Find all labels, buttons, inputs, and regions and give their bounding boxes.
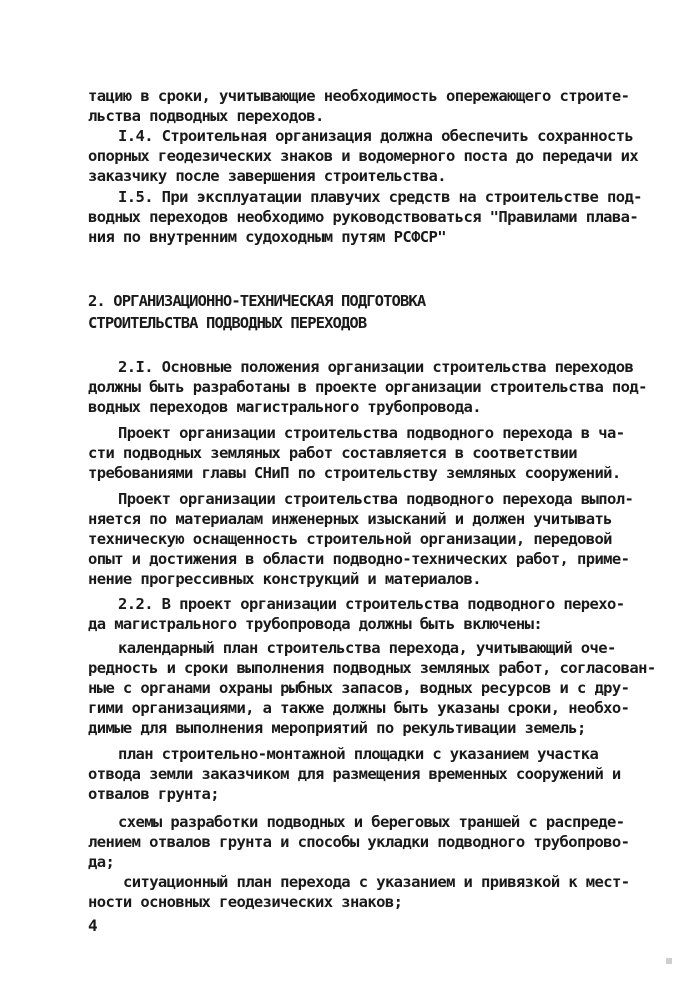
text-line: димые для выполнения мероприятий по рекультивации земель; <box>88 719 586 737</box>
text-line: редность и сроки выполнения подводных земляных работ, согласован- <box>88 659 656 677</box>
text-line: отвода земли заказчиком для размещения временных сооружений и <box>88 765 621 783</box>
text-line: Проект организации строительства подводного перехода в ча- <box>118 424 625 442</box>
text-line: водных переходов магистрального трубопровода. <box>88 398 481 416</box>
text-line: 2.2. В проект организации строительства подводного перехо- <box>118 595 625 613</box>
text-line: схемы разработки подводных и береговых траншей с распреде- <box>118 813 625 831</box>
text-line: опыт и достижения в области подводно-технических работ, приме- <box>88 550 630 568</box>
text-line: должны быть разработаны в проекте организации строительства под- <box>88 378 647 396</box>
text-line: техническую оснащенность строительной организации, передовой <box>88 530 612 548</box>
text-line: ния по внутренним судоходным путям РСФСР" <box>88 228 447 246</box>
text-line: 2.I. Основные положения организации строительства переходов <box>118 358 634 376</box>
scan-edge-mark <box>666 958 672 964</box>
text-line: водных переходов необходимо руководствоваться "Правилами плава- <box>88 208 639 226</box>
text-line: няется по материалам инженерных изысканий и должен учитывать <box>88 510 612 528</box>
text-line: сти подводных земляных работ составляется в соответствии <box>88 444 577 462</box>
page-number: 4 <box>88 916 98 935</box>
text-line: опорных геодезических знаков и водомерного поста до передачи их <box>88 147 639 165</box>
text-line: лением отвалов грунта и способы укладки подводного трубопрово- <box>88 833 630 851</box>
text-line: ситуационный план перехода с указанием и привязкой к мест- <box>123 873 630 891</box>
text-line: да; <box>88 853 115 871</box>
text-line: нение прогрессивных конструкций и материалов. <box>88 570 481 588</box>
heading-line: 2. ОРГАНИЗАЦИОННО-ТЕХНИЧЕСКАЯ ПОДГОТОВКА <box>88 292 426 310</box>
text-line: гими организациями, а также должны быть указаны сроки, необхо- <box>88 699 630 717</box>
text-line: календарный план строительства перехода, учитывающий оче- <box>118 639 616 657</box>
text-line: требованиями главы СНиП по строительству земляных сооружений. <box>88 464 621 482</box>
text-line: заказчику после завершения строительства. <box>88 167 447 185</box>
text-line: да магистрального трубопровода должны быть включены: <box>88 615 543 633</box>
text-line: ные с органами охраны рыбных запасов, водных ресурсов и с дру- <box>88 679 630 697</box>
text-line: I.5. При эксплуатации плавучих средств на строительстве под- <box>118 188 642 206</box>
text-line: тацию в сроки, учитывающие необходимость опережающего строите- <box>88 87 630 105</box>
text-line: отвалов грунта; <box>88 785 219 803</box>
text-line: I.4. Строительная организация должна обеспечить сохранность <box>118 127 634 145</box>
text-line: ности основных геодезических знаков; <box>88 893 403 911</box>
heading-line: СТРОИТЕЛЬСТВА ПОДВОДНЫХ ПЕРЕХОДОВ <box>88 314 367 332</box>
text-line: льства подводных переходов. <box>88 107 324 125</box>
text-line: план строительно-монтажной площадки с указанием участка <box>118 745 599 763</box>
text-line: Проект организации строительства подводного перехода выпол- <box>118 490 634 508</box>
